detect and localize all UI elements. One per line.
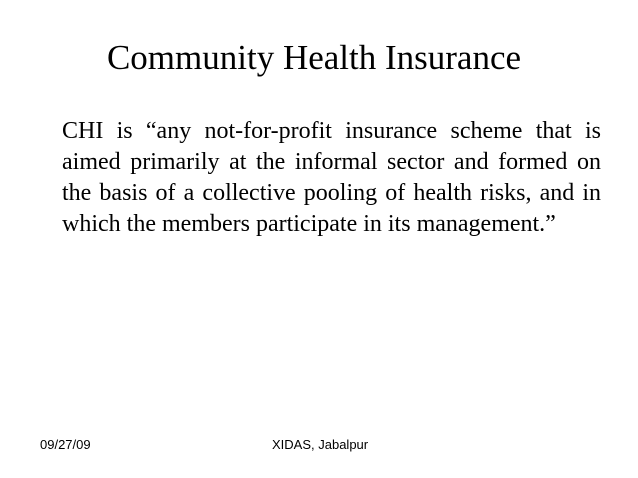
slide-title: Community Health Insurance (106, 38, 522, 77)
footer-organization: XIDAS, Jabalpur (272, 437, 369, 452)
footer-date: 09/27/09 (40, 437, 91, 452)
slide-body-text: CHI is “any not-for-profit insurance scheme that is aimed primarily at the informal sector and formed on the basis of a collective pooling of health risks, and in which the members participate in its management.” (62, 118, 601, 237)
